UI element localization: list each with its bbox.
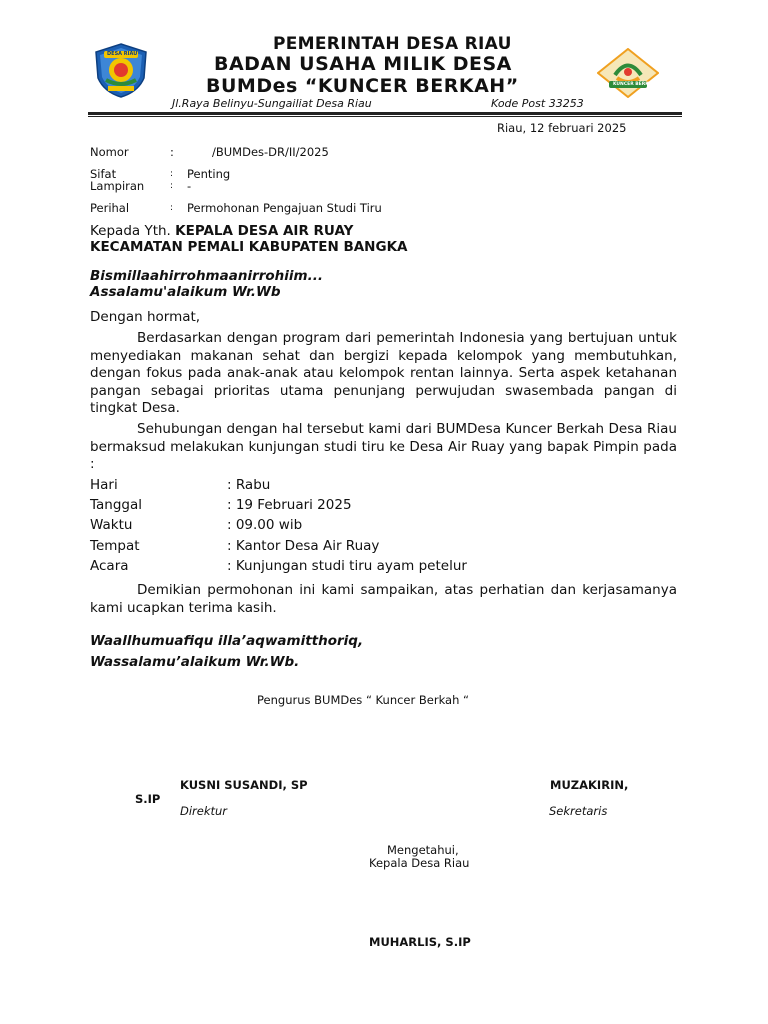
letter-date: Riau, 12 februari 2025: [497, 121, 627, 135]
recipient-address: KECAMATAN PEMALI KABUPATEN BANGKA: [90, 239, 408, 255]
perihal-separator: :: [170, 203, 174, 213]
schedule-value-hari: : Rabu: [227, 477, 271, 493]
desa-riau-logo: [92, 42, 150, 98]
schedule-label-waktu: Waktu: [90, 517, 133, 533]
header-divider: [88, 112, 682, 115]
greeting-text: Dengan hormat,: [90, 309, 201, 325]
closing-line-2: Wassalamu’alaikum Wr.Wb.: [90, 654, 300, 670]
perihal-label: Perihal: [90, 201, 130, 215]
salam-text: Assalamu'alaikum Wr.Wb: [90, 284, 281, 300]
perihal-value: Permohonan Pengajuan Studi Tiru: [187, 201, 382, 215]
nomor-value: /BUMDes-DR/II/2025: [212, 145, 329, 159]
schedule-label-hari: Hari: [90, 477, 118, 493]
nomor-label: Nomor: [90, 145, 129, 159]
body-paragraph-1: Berdasarkan dengan program dari pemerintah Indonesia yang bertujuan untuk menyediakan makanan sehat dan bergizi kepada kelompok yang membutuhkan, dengan fokus pada anak-anak atau kelompok rentan lainnya. Serta aspek ketahanan pangan sebagai prioritas utama penunjang perwujudan swasembada pangan di tingkat Desa.: [90, 330, 677, 416]
director-suffix: S.IP: [135, 792, 161, 806]
closing-line-1: Waallhumuafiqu illa’aqwamitthoriq,: [90, 633, 364, 649]
recipient-name: KEPALA DESA AIR RUAY: [175, 223, 354, 239]
mengetahui-text: Mengetahui,: [387, 843, 459, 857]
secretary-title: Sekretaris: [549, 804, 608, 818]
left-logo-text: DESA RIAU: [107, 51, 138, 57]
schedule-value-acara: : Kunjungan studi tiru ayam petelur: [227, 558, 467, 574]
schedule-value-tempat: : Kantor Desa Air Ruay: [227, 538, 380, 554]
lampiran-separator: :: [170, 181, 174, 191]
recipient-prefix: Kepada Yth.: [90, 223, 176, 239]
secretary-name: MUZAKIRIN,: [550, 778, 629, 792]
header-organization: BADAN USAHA MILIK DESA: [214, 53, 512, 75]
schedule-label-acara: Acara: [90, 558, 129, 574]
bismillah-text: Bismillaahirrohmaanirrohiim...: [90, 268, 323, 284]
header-bumdes-name: BUMDes “KUNCER BERKAH”: [206, 75, 519, 97]
kepala-desa-name: MUHARLIS, S.IP: [369, 935, 471, 949]
header-postal-code: Kode Post 33253: [491, 97, 584, 110]
kuncer-berkah-logo: [597, 48, 659, 98]
schedule-value-waktu: : 09.00 wib: [227, 517, 303, 533]
director-name: KUSNI SUSANDI, SP: [180, 778, 308, 792]
right-logo-text: KUNCER BERKAH: [613, 82, 656, 87]
lampiran-label: Lampiran: [90, 179, 145, 193]
sifat-value: Penting: [187, 167, 231, 181]
schedule-label-tempat: Tempat: [90, 538, 140, 554]
schedule-label-tanggal: Tanggal: [90, 497, 143, 513]
sifat-separator: :: [170, 169, 174, 179]
pengurus-title: Pengurus BUMDes “ Kuncer Berkah “: [257, 693, 469, 707]
director-title: Direktur: [180, 804, 228, 818]
kepala-desa-title: Kepala Desa Riau: [369, 856, 470, 870]
sifat-label: Sifat: [90, 167, 117, 181]
body-paragraph-3: Demikian permohonan ini kami sampaikan, atas perhatian dan kerjasamanya kami ucapkan terima kasih.: [90, 582, 677, 616]
recipient-line: [90, 223, 353, 239]
schedule-value-tanggal: : 19 Februari 2025: [227, 497, 352, 513]
header-divider-thin: [88, 116, 682, 117]
header-address: Jl.Raya Belinyu-Sungailiat Desa Riau: [172, 97, 372, 110]
lampiran-value: -: [187, 179, 192, 193]
header-government: PEMERINTAH DESA RIAU: [273, 34, 512, 54]
nomor-separator: :: [170, 145, 174, 159]
body-paragraph-2: Sehubungan dengan hal tersebut kami dari BUMDesa Kuncer Berkah Desa Riau bermaksud melakukan kunjungan studi tiru ke Desa Air Ruay yang bapak Pimpin pada :: [90, 421, 677, 472]
